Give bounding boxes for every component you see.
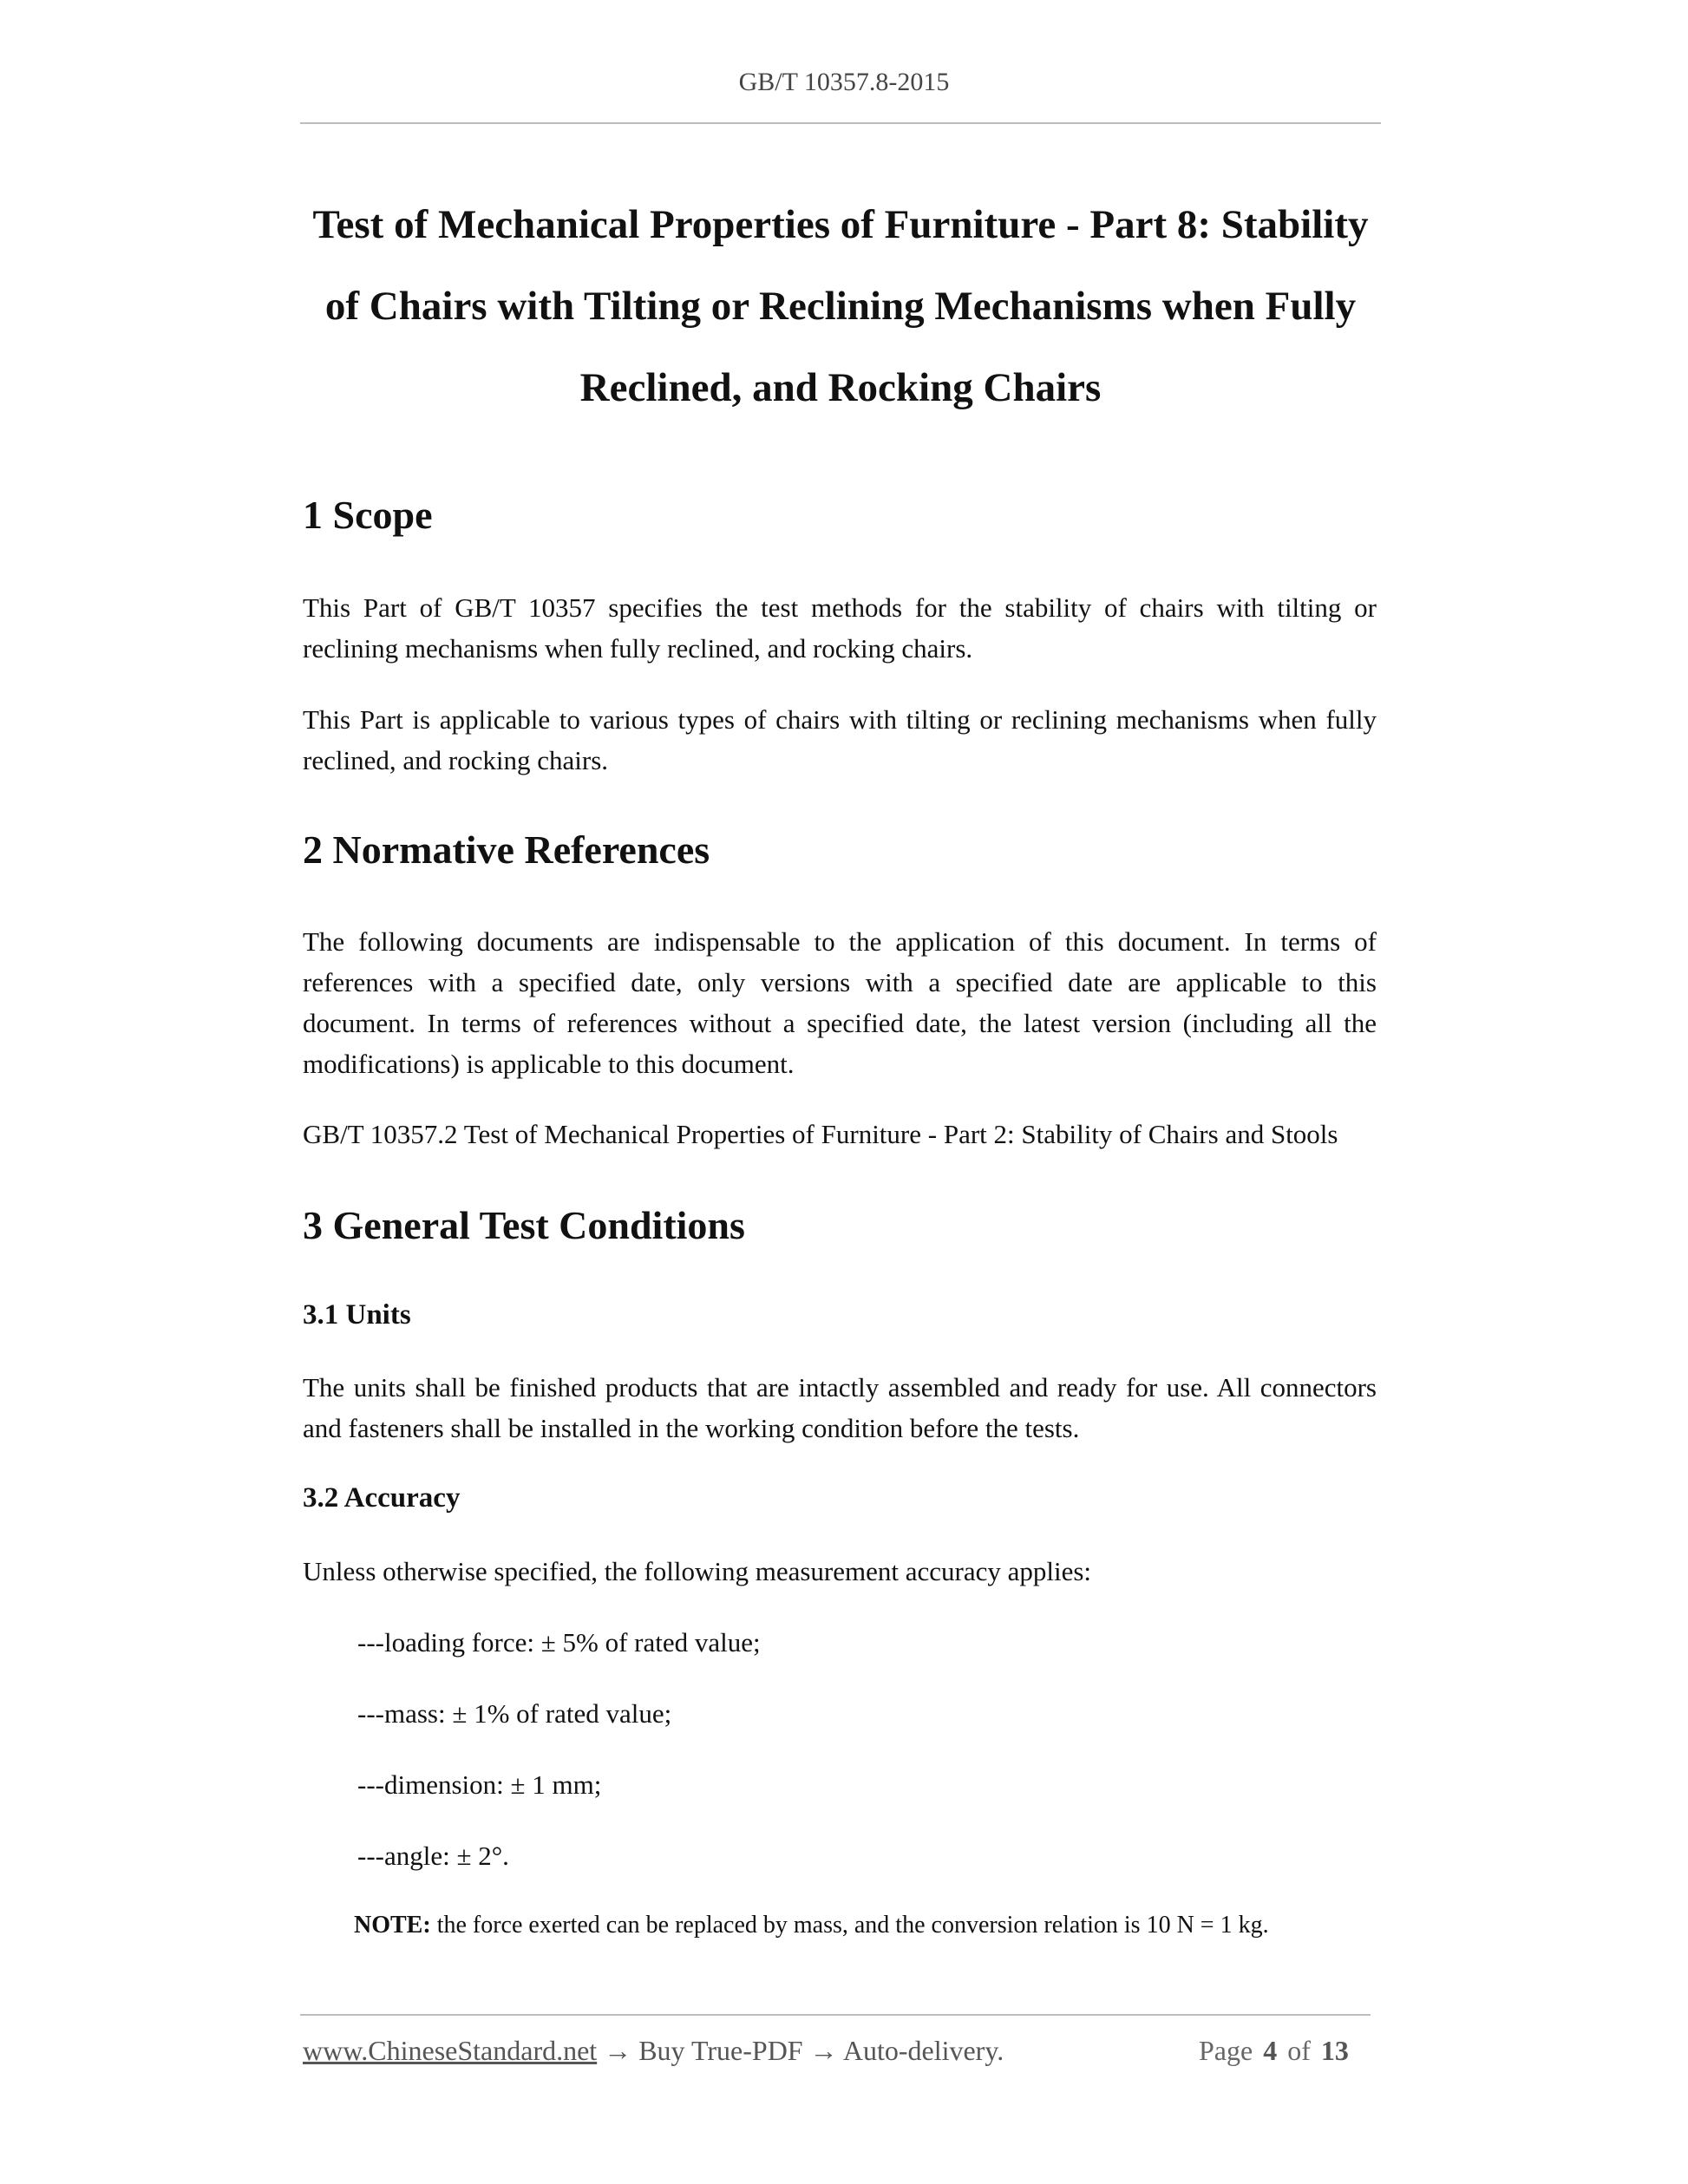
title-line-2: of Chairs with Tilting or Reclining Mechanisms when Fully [324,284,1357,329]
page-indicator [1199,2035,1349,2067]
footer-promo [303,2035,1004,2067]
note-label: NOTE: [354,1912,431,1939]
normative-reference-item: GB/T 10357.2 Test of Mechanical Properties of Furniture - Part 2: Stability of Chairs and Stools [303,1119,1338,1149]
document-id-header: GB/T 10357.8-2015 [738,68,950,96]
section-heading-scope: 1 Scope [303,493,433,537]
accuracy-item-mass: ---mass: ± 1% of rated value; [357,1698,672,1729]
accuracy-item-angle: ---angle: ± 2°. [357,1841,509,1871]
title-line-3: Reclined, and Rocking Chairs [579,365,1102,410]
title-line-1: Test of Mechanical Properties of Furniture - Part 8: Stability [312,202,1369,247]
accuracy-note [354,1908,1269,1943]
header-divider [300,122,1381,124]
page-total: 13 [1320,2035,1349,2066]
page-label: Page [1199,2035,1253,2066]
note-text: the force exerted can be replaced by mass, and the conversion relation is 10 N = 1 kg. [436,1912,1269,1939]
section-heading-normative-references: 2 Normative References [303,827,710,872]
footer-site-link[interactable]: www.ChineseStandard.net [303,2035,598,2066]
units-paragraph: The units shall be finished products that are intactly assembled and ready for use. All connectors and fasteners shall be installed in the working condition before the tests. [303,1372,1377,1443]
footer-divider [300,2014,1371,2016]
footer-promo-text: → Buy True-PDF → Auto-delivery. [604,2035,1004,2066]
section-heading-general-test-conditions: 3 General Test Conditions [303,1203,745,1247]
scope-paragraph-2: This Part is applicable to various types of chairs with tilting or reclining mechanisms when fully reclined, and rocking chairs. [303,704,1377,775]
accuracy-item-dimension: ---dimension: ± 1 mm; [357,1769,602,1800]
page-current: 4 [1263,2035,1278,2066]
accuracy-item-loading-force: ---loading force: ± 5% of rated value; [357,1627,761,1658]
accuracy-intro: Unless otherwise specified, the following measurement accuracy applies: [303,1556,1092,1586]
subsection-heading-accuracy: 3.2 Accuracy [303,1482,461,1514]
of-label: of [1287,2035,1311,2066]
scope-paragraph-1: This Part of GB/T 10357 specifies the test methods for the stability of chairs with tilting or reclining mechanisms when fully reclined, and rocking chairs. [303,592,1377,664]
subsection-heading-units: 3.1 Units [303,1299,411,1331]
normative-paragraph: The following documents are indispensable to the application of this document. In terms of references with a specified date, only versions with a specified date are applicable to this document. In terms of references without a specified date, the latest version (including all the modifications) is applicable to this document. [303,926,1377,1079]
document-title [300,184,1381,428]
